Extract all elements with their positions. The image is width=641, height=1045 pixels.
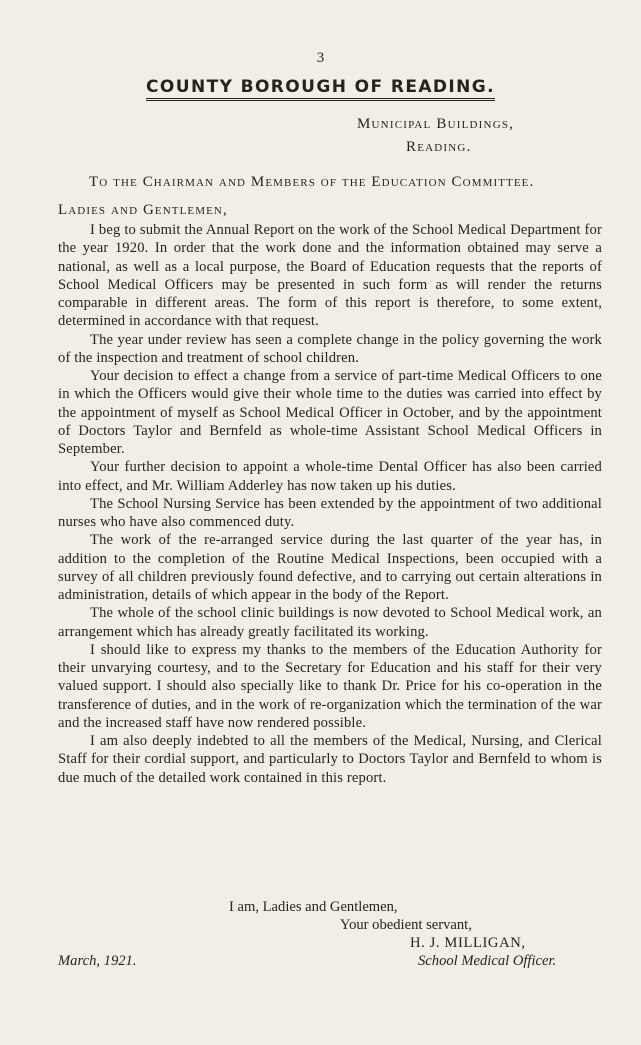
letter-body	[58, 221, 602, 787]
paragraph: The whole of the school clinic buildings is now devoted to School Medical work, an arrangement which has already greatly facilitated its working.	[58, 605, 602, 640]
letter-date: March, 1921.	[58, 953, 137, 969]
paragraph: Your further decision to appoint a whole-time Dental Officer has also been carried into effect, and Mr. William Adderley has now taken up his duties.	[58, 459, 602, 494]
page-heading	[0, 77, 641, 101]
paragraph: The year under review has seen a complete change in the policy governing the work of the inspection and treatment of school children.	[58, 331, 602, 366]
paragraph: I am also deeply indebted to all the members of the Medical, Nursing, and Clerical Staff for their cordial support, and particularly to Doctors Taylor and Bernfeld to whom is due much of the detailed work contained in this report.	[58, 733, 602, 786]
paragraph: The work of the re-arranged service during the last quarter of the year has, in addition to the completion of the Routine Medical Inspections, been occupied with a survey of all children previously found defective, and to carrying out certain alterations in administration, details of which appear in the body of the Report.	[58, 532, 602, 603]
address-line-1: Municipal Buildings,	[357, 116, 515, 132]
signature: H. J. MILLIGAN,	[410, 935, 526, 951]
heading-text: COUNTY BOROUGH OF READING.	[146, 77, 495, 101]
address-line-2: Reading.	[406, 139, 472, 155]
paragraph: The School Nursing Service has been extended by the appointment of two additional nurses who have also commenced duty.	[58, 495, 602, 530]
closing-line: Your obedient servant,	[340, 917, 472, 933]
signatory-title: School Medical Officer.	[418, 953, 557, 969]
paragraph: Your decision to effect a change from a service of part-time Medical Officers to one in which the Officers would give their whole time to the duties was carried into effect by the appointment of myself as School Medical Officer in October, and by the appointment of Doctors Taylor and Bernfeld as whole-time Assistant School Medical Officers in September.	[58, 368, 602, 457]
closing-line: I am, Ladies and Gentlemen,	[229, 899, 398, 915]
page-number: 3	[316, 50, 325, 66]
addressee-line: To the Chairman and Members of the Education Committee.	[89, 174, 535, 190]
salutation: Ladies and Gentlemen,	[58, 202, 228, 218]
paragraph: I should like to express my thanks to the members of the Education Authority for their unvarying courtesy, and to the Secretary for Education and his staff for their very valued support. I should also specially like to thank Dr. Price for his co-operation in the transference of duties, and in the work of re-organization which the termination of the war and the increased staff have now rendered possible.	[58, 641, 602, 731]
paragraph: I beg to submit the Annual Report on the work of the School Medical Department for the year 1920. In order that the work done and the information obtained may serve a national, as well as a local purpose, the Board of Education requests that the reports of School Medical Officers may be presented in such form as will render the returns comparable in different areas. The form of this report is therefore, to some extent, determined in accordance with that request.	[58, 222, 602, 330]
